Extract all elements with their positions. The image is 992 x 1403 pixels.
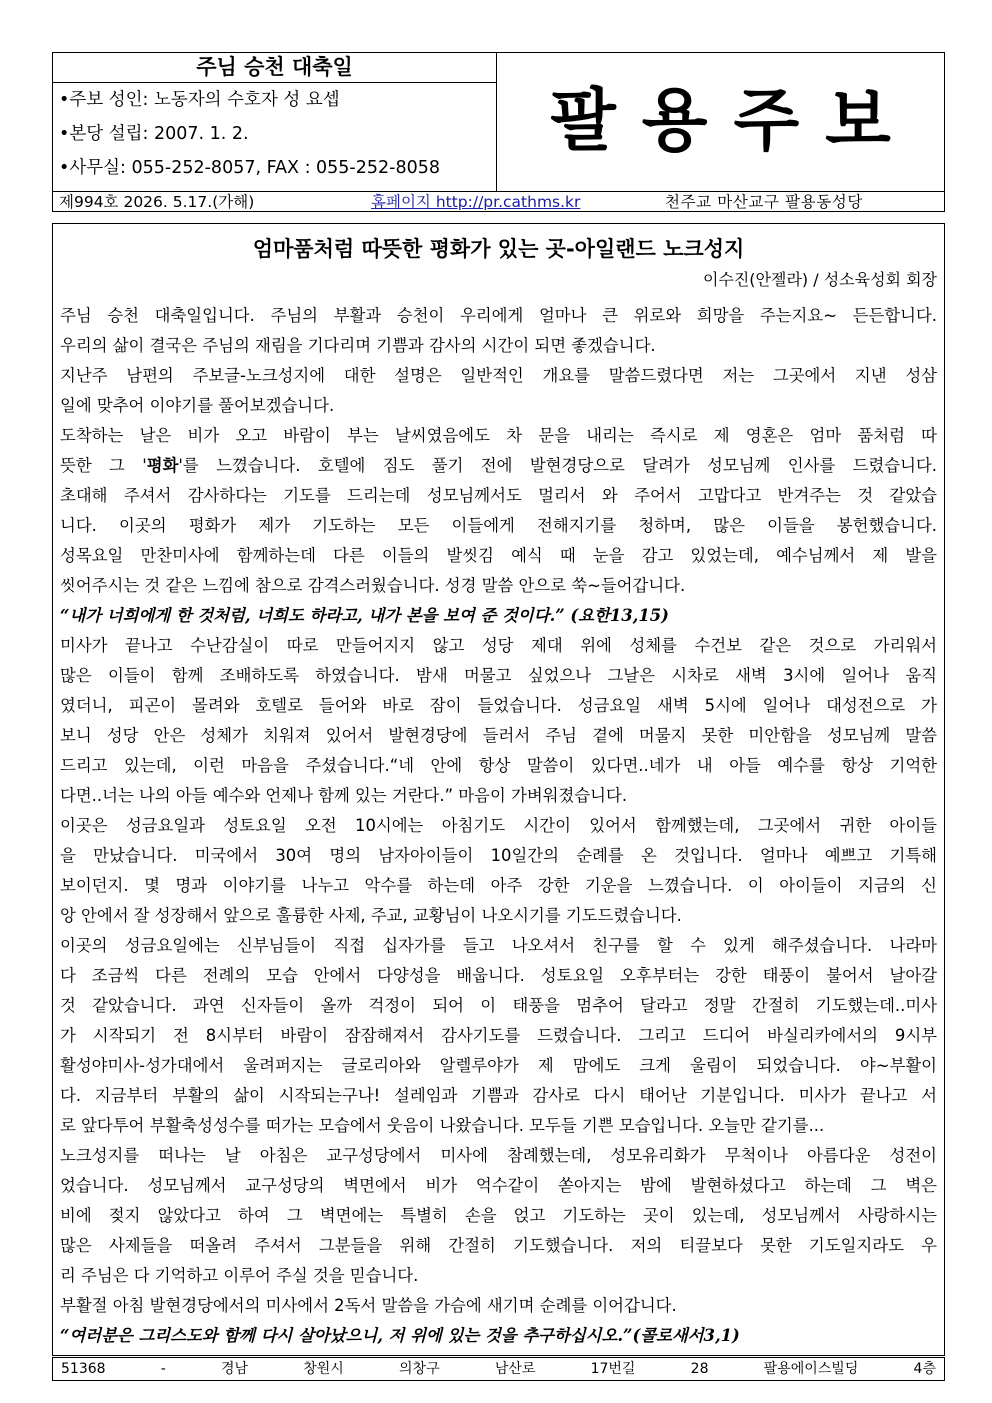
article-body xyxy=(60,301,937,1351)
article-line: 보니 성당 안은 성체가 치워져 있어서 발현경당에 들러서 주님 곁에 머물지 못한 미안함을 성모님께 말씀 xyxy=(60,726,937,745)
article-line: 비에 젖지 않았다고 하여 그 벽면에는 특별히 손을 얹고 기도하는 곳이 있는데, 성모님께서 사랑하시는 xyxy=(60,1206,937,1225)
masthead-title: 팔용주보 xyxy=(550,81,917,161)
article-line: 활성야미사-성가대에서 울려퍼지는 글로리아와 알렐루야가 제 맘에도 크게 울림이 되었습니다. 야~부활이 xyxy=(60,1056,937,1075)
article-title: 엄마품처럼 따뜻한 평화가 있는 곳-아일랜드 노크성지 xyxy=(252,237,745,261)
parish-founded: •본당 설립: 2007. 1. 2. xyxy=(59,124,249,144)
bulletin-header xyxy=(52,52,945,212)
article-line: 앙 안에서 잘 성장해서 앞으로 훌륭한 사제, 주교, 교황님이 나오시기를 기도드렸습니다. xyxy=(60,906,682,925)
masthead-panel xyxy=(497,53,944,191)
article-line: 성목요일 만찬미사에 함께하는데 다른 이들의 발씻김 예식 때 눈을 감고 있었는데, 예수님께서 제 발을 xyxy=(60,546,937,565)
article-line: 미사가 끝나고 수난감실이 따로 만들어지지 않고 성당 제대 위에 성체를 수건보 같은 것으로 가리워서 xyxy=(60,636,937,655)
article-line: 지난주 남편의 주보글-노크성지에 대한 설명은 일반적인 개요를 말씀드렸다면 저는 그곳에서 지낸 성삼 xyxy=(60,366,937,385)
article-line: 을 만났습니다. 미국에서 30여 명의 남자아이들이 10일간의 순례를 온 것입니다. 얼마나 예쁘고 기특해 xyxy=(60,846,937,865)
article-line: 보이던지. 몇 명과 이야기를 나누고 악수를 하는데 아주 강한 기운을 느꼈습니다. 이 아이들이 지금의 신 xyxy=(60,876,937,895)
article-line: 로 앞다투어 부활축성성수를 떠가는 모습에서 웃음이 나왔습니다. 모두들 기쁜 모습입니다. 오늘만 같기를... xyxy=(60,1116,825,1135)
feast-title: 주님 승천 대축일 xyxy=(53,53,496,83)
article-line: 뜻한 그 '평화'를 느꼈습니다. 호텔에 짐도 풀기 전에 발현경당으로 달려가 성모님께 인사를 드렸습니다. xyxy=(60,456,937,475)
article-line: 니다. 이곳의 평화가 제가 기도하는 모든 이들에게 전해지기를 청하며, 많은 이들을 봉헌했습니다. xyxy=(60,516,937,535)
header-info-panel xyxy=(53,53,497,191)
article-line: 노크성지를 떠나는 날 아침은 교구성당에서 미사에 참례했는데, 성모유리화가 무척이나 아름다운 성전이 xyxy=(60,1146,937,1165)
article-line: 도착하는 날은 비가 오고 바람이 부는 날씨였음에도 차 문을 내리는 즉시로 제 영혼은 엄마 품처럼 따 xyxy=(60,426,937,445)
article-line: 드리고 있는데, 이런 마음을 주셨습니다.“네 안에 항상 말씀이 있다면..네가 내 아들 예수를 항상 기억한 xyxy=(60,756,937,775)
issue-number-date: 제994호 2026. 5.17.(가해) xyxy=(59,193,255,211)
article-line: 다면..너는 나의 아들 예수와 언제나 함께 있는 거란다.” 마음이 가벼워졌습니다. xyxy=(60,786,628,805)
article-line: 많은 이들이 함께 조배하도록 하였습니다. 밤새 머물고 싶었으나 그날은 시차로 새벽 3시에 일어나 움직 xyxy=(60,666,937,685)
article-line: 이곳은 성금요일과 성토요일 오전 10시에는 아침기도 시간이 있어서 함께했는데, 그곳에서 귀한 아이들 xyxy=(60,816,937,835)
article-author: 이수진(안젤라) / 성소육성회 회장 xyxy=(702,270,937,289)
article-line: 이곳의 성금요일에는 신부님들이 직접 십자가를 들고 나오셔서 친구를 할 수 있게 해주셨습니다. 나라마 xyxy=(60,936,937,955)
article-line: 초대해 주셔서 감사하다는 기도를 드리는데 성모님께서도 멀리서 와 주어서 고맙다고 반겨주는 것 같았습 xyxy=(60,486,937,505)
article-line: 주님 승천 대축일입니다. 주님의 부활과 승천이 우리에게 얼마나 큰 위로와 희망을 주는지요~ 든든합니다. xyxy=(60,306,937,325)
article-line: 부활절 아침 발현경당에서의 미사에서 2독서 말씀을 가슴에 새기며 순례를 이어갑니다. xyxy=(60,1296,677,1315)
article-box xyxy=(52,223,945,1356)
article-line: 다 조금씩 다른 전례의 모습 안에서 다양성을 배웁니다. 성토요일 오후부터는 강한 태풍이 불어서 날아갈 xyxy=(60,966,937,985)
address-footer: 51368 - 경남 창원시 의창구 남산로 17번길 28 팔용에이스빌딩 4층 xyxy=(52,1357,945,1381)
office-contact: •사무실: 055-252-8057, FAX : 055-252-8058 xyxy=(59,158,441,178)
article-line: 우리의 삶이 결국은 주님의 재림을 기다리며 기쁨과 감사의 시간이 되면 좋겠습니다. xyxy=(60,336,656,355)
article-line: 리 주님은 다 기억하고 이루어 주실 것을 믿습니다. xyxy=(60,1266,419,1285)
article-line: “내가 너희에게 한 것처럼, 너희도 하라고, 내가 본을 보여 준 것이다.” (요한13,15) xyxy=(60,606,669,625)
article-line: 많은 사제들을 떠올려 주셔서 그분들을 위해 간절히 기도했습니다. 저의 티끌보다 못한 기도일지라도 우 xyxy=(60,1236,937,1255)
article-line: 다. 지금부터 부활의 삶이 시작되는구나! 설레임과 기쁨과 감사로 다시 태어난 기분입니다. 미사가 끝나고 서 xyxy=(60,1086,937,1105)
article-line: 것 같았습니다. 과연 신자들이 올까 걱정이 되어 이 태풍을 멈추어 달라고 정말 간절히 기도했는데..미사 xyxy=(60,996,937,1015)
patron-saint: •주보 성인: 노동자의 수호자 성 요셉 xyxy=(59,90,340,110)
article-line: 었습니다. 성모님께서 교구성당의 벽면에서 비가 억수같이 쏟아지는 밤에 발현하셨다고 하는데 그 벽은 xyxy=(60,1176,937,1195)
article-line: “여러분은 그리스도와 함께 다시 살아났으니, 저 위에 있는 것을 추구하십시오.”(콜로새서3,1) xyxy=(60,1326,740,1345)
article-line: 가 시작되기 전 8시부터 바람이 잠잠해져서 감사기도를 드렸습니다. 그리고 드디어 바실리카에서의 9시부 xyxy=(60,1026,937,1045)
article-line: 씻어주시는 것 같은 느낌에 참으로 감격스러웠습니다. 성경 말씀 안으로 쑥~들어갑니다. xyxy=(60,576,686,595)
issue-line xyxy=(53,191,944,212)
article-line: 일에 맞추어 이야기를 풀어보겠습니다. xyxy=(60,396,335,415)
parish-name: 천주교 마산교구 팔용동성당 xyxy=(665,193,863,211)
article-line: 였더니, 피곤이 몰려와 호텔로 들어와 바로 잠이 들었습니다. 성금요일 새벽 5시에 일어나 대성전으로 가 xyxy=(60,696,937,715)
homepage-link[interactable]: 홈페이지 http://pr.cathms.kr xyxy=(371,193,581,211)
